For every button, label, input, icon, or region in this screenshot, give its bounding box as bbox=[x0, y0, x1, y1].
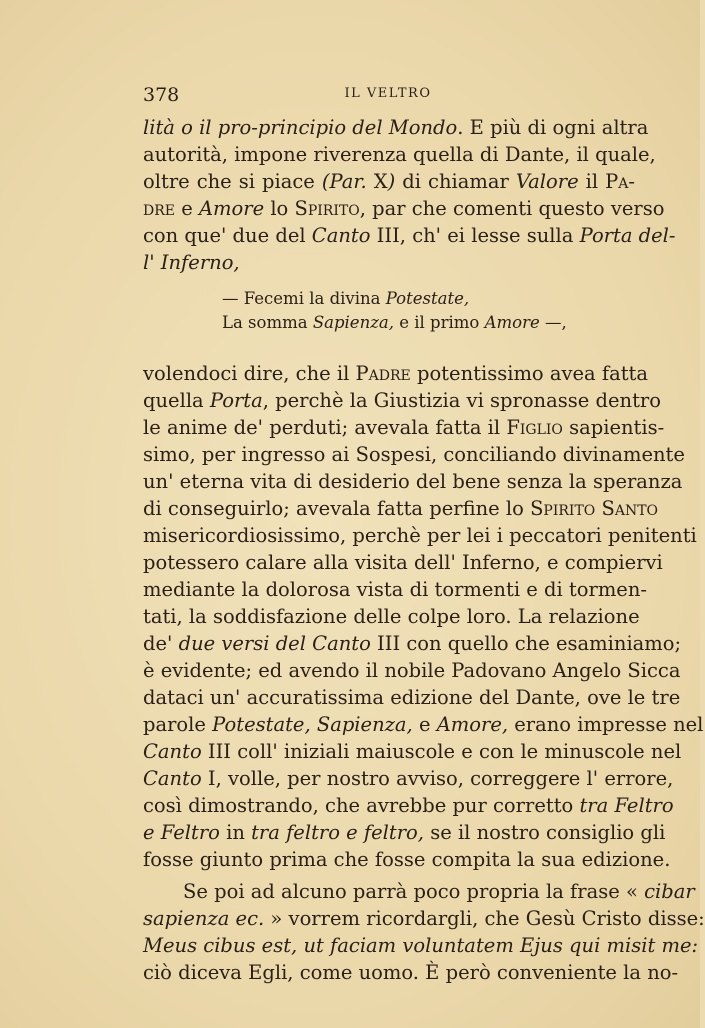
text-run: volendoci dire, che il bbox=[143, 362, 356, 385]
text-run: con que' due del bbox=[143, 224, 312, 247]
text-run: » vorrem ricordargli, che Gesù Cristo disse: bbox=[264, 907, 705, 930]
italic-run: Valore bbox=[515, 170, 579, 193]
italic-run: Canto bbox=[143, 740, 202, 763]
text-run: X bbox=[366, 170, 388, 193]
text-run: oltre che si piace bbox=[143, 170, 322, 193]
text-run: Se poi ad alcuno parrà poco propria la frase « bbox=[183, 880, 645, 903]
text-run: potentissimo avea fatta bbox=[410, 362, 649, 385]
italic-run: Canto bbox=[311, 224, 371, 247]
text-run: III con quello che esaminiamo; bbox=[370, 632, 682, 655]
text-line bbox=[143, 576, 647, 603]
italic-run: Canto bbox=[143, 767, 202, 790]
italic-run: (Par. bbox=[321, 170, 367, 193]
running-head: IL VELTRO bbox=[344, 86, 432, 101]
small-caps-run: dre bbox=[143, 197, 175, 220]
small-caps-run: Spirito bbox=[294, 197, 360, 220]
italic-run: e Feltro bbox=[143, 821, 220, 844]
text-line bbox=[143, 222, 676, 249]
italic-run: Amore bbox=[198, 197, 265, 220]
italic-run: ) bbox=[387, 170, 396, 193]
italic-run: sapienza ec. bbox=[143, 907, 265, 930]
text-line bbox=[143, 249, 635, 276]
small-caps-run: Padre bbox=[355, 362, 411, 385]
text-line bbox=[143, 360, 649, 387]
verse-quotation bbox=[222, 287, 642, 335]
text-run: fosse giunto prima che fosse compita la sua edizione. bbox=[143, 848, 671, 871]
text-run: parole bbox=[143, 713, 213, 736]
text-run: de' bbox=[143, 632, 179, 655]
paragraph-3 bbox=[143, 878, 705, 986]
text-run: erano impresse nel bbox=[508, 713, 704, 736]
text-run: La somma bbox=[222, 313, 313, 332]
small-caps-run: Pa- bbox=[605, 170, 635, 193]
small-caps-run: Spirito Santo bbox=[530, 497, 659, 520]
text-run: simo, per ingresso ai Sospesi, conciliando divinamente bbox=[143, 443, 685, 466]
italic-run: tra Feltro bbox=[579, 794, 674, 817]
text-line bbox=[143, 846, 671, 873]
text-run: —, bbox=[539, 313, 567, 332]
italic-run: lità o il pro-principio del Mondo bbox=[143, 116, 458, 139]
text-line bbox=[143, 195, 665, 222]
italic-run: Sapienza, bbox=[312, 313, 394, 332]
text-line bbox=[143, 549, 663, 576]
text-line bbox=[143, 878, 695, 905]
text-run: ciò diceva Egli, come uomo. È però conveniente la no- bbox=[143, 961, 679, 984]
text-run: sapientis- bbox=[562, 416, 665, 439]
text-line bbox=[143, 738, 682, 765]
text-line bbox=[143, 711, 704, 738]
text-run: un' eterna vita di desiderio del bene senza la speranza bbox=[143, 470, 683, 493]
italic-run: Amore bbox=[484, 313, 540, 332]
page-number: 378 bbox=[143, 84, 180, 106]
text-run: potessero calare alla visita dell' Inferno, e compiervi bbox=[143, 551, 663, 574]
text-run: e bbox=[412, 713, 437, 736]
text-line bbox=[143, 819, 666, 846]
text-run: di conseguirlo; avevala fatta perfine lo bbox=[143, 497, 531, 520]
italic-run: Amore, bbox=[436, 713, 509, 736]
text-line bbox=[143, 495, 659, 522]
text-line bbox=[143, 684, 681, 711]
text-run: è evidente; ed avendo il nobile Padovano Angelo Sicca bbox=[143, 659, 681, 682]
text-line bbox=[143, 657, 681, 684]
italic-run: cibar bbox=[644, 880, 695, 903]
text-run: — Fecemi la divina bbox=[222, 289, 386, 308]
text-run: III coll' iniziali maiuscole e con le minuscole nel bbox=[201, 740, 682, 763]
text-line bbox=[143, 603, 640, 630]
small-caps-run: Figlio bbox=[506, 416, 563, 439]
text-run: tati, la soddisfazione delle colpe loro. La relazione bbox=[143, 605, 640, 628]
text-run: dataci un' accuratissima edizione del Dante, ove le tre bbox=[143, 686, 681, 709]
text-run: se il nostro consiglio gli bbox=[424, 821, 666, 844]
italic-run: l' Inferno, bbox=[143, 251, 240, 274]
text-run: autorità, impone riverenza quella di Dante, il quale, bbox=[143, 143, 656, 166]
page-header bbox=[143, 84, 633, 108]
text-run: , perchè la Giustizia vi spronasse dentro bbox=[262, 389, 661, 412]
text-line bbox=[143, 441, 685, 468]
text-line bbox=[143, 765, 674, 792]
italic-run: Potestate, Sapienza, bbox=[212, 713, 413, 736]
text-line bbox=[143, 387, 661, 414]
text-line bbox=[222, 311, 642, 335]
text-run: , par che comenti questo verso bbox=[359, 197, 665, 220]
text-run: di chiamar bbox=[395, 170, 516, 193]
text-run: lo bbox=[264, 197, 295, 220]
text-line bbox=[143, 932, 699, 959]
italic-run: Meus cibus est, ut faciam voluntatem Ejus qui misit me: bbox=[143, 934, 699, 957]
italic-run: due versi del Canto bbox=[178, 632, 371, 655]
text-run: I, volle, per nostro avviso, correggere l' errore, bbox=[201, 767, 674, 790]
text-line bbox=[143, 141, 656, 168]
italic-run: tra feltro e feltro, bbox=[251, 821, 424, 844]
italic-run: Porta bbox=[209, 389, 263, 412]
text-run: e il primo bbox=[393, 313, 485, 332]
italic-run: Porta del- bbox=[579, 224, 676, 247]
text-line bbox=[143, 905, 705, 932]
text-run: quella bbox=[143, 389, 210, 412]
text-run: III, ch' ei lesse sulla bbox=[370, 224, 580, 247]
text-run: mediante la dolorosa vista di tormenti e di tormen- bbox=[143, 578, 647, 601]
text-line bbox=[143, 522, 697, 549]
text-run: così dimostrando, che avrebbe pur corretto bbox=[143, 794, 580, 817]
text-line bbox=[143, 114, 649, 141]
text-line bbox=[143, 959, 679, 986]
text-run: misericordiosissimo, perchè per lei i peccatori penitenti bbox=[143, 524, 697, 547]
text-line bbox=[143, 468, 683, 495]
text-line bbox=[143, 414, 665, 441]
text-line bbox=[143, 168, 635, 195]
text-line bbox=[222, 287, 642, 311]
text-line bbox=[143, 792, 674, 819]
text-run: e bbox=[175, 197, 199, 220]
paragraph-1 bbox=[143, 114, 676, 276]
text-line bbox=[143, 630, 682, 657]
text-run: il bbox=[578, 170, 606, 193]
paragraph-2 bbox=[143, 360, 704, 873]
text-run: . E più di ogni altra bbox=[457, 116, 649, 139]
italic-run: Potestate, bbox=[385, 289, 470, 308]
text-run: in bbox=[219, 821, 252, 844]
text-run: le anime de' perduti; avevala fatta il bbox=[143, 416, 507, 439]
